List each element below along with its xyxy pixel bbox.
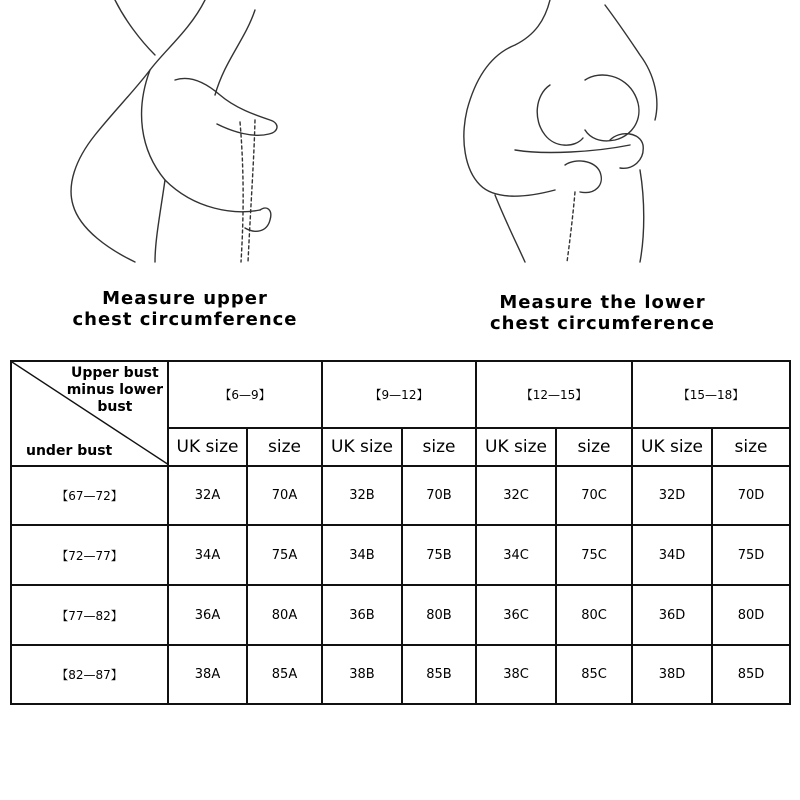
size-cell: 34A bbox=[168, 525, 247, 585]
size-cell: 38B bbox=[322, 645, 402, 704]
range-header: 【15—18】 bbox=[632, 361, 790, 428]
upper-chest-illustration bbox=[55, 0, 295, 270]
corner-top-line: Upper bust bbox=[71, 365, 159, 381]
size-cell: 85B bbox=[402, 645, 476, 704]
lower-chest-illustration bbox=[455, 0, 685, 265]
size-cell: 70A bbox=[247, 466, 322, 525]
size-chart-table bbox=[10, 360, 791, 705]
under-bust-range: 【77—82】 bbox=[11, 585, 168, 645]
range-header: 【12—15】 bbox=[476, 361, 632, 428]
caption-line: Measure upper bbox=[102, 288, 268, 309]
size-cell: 70C bbox=[556, 466, 632, 525]
caption-line: chest circumference bbox=[72, 309, 298, 330]
size-cell: 36A bbox=[168, 585, 247, 645]
size-cell: 32D bbox=[632, 466, 712, 525]
table-row bbox=[11, 585, 790, 645]
size-cell: 36D bbox=[632, 585, 712, 645]
size-cell: 75B bbox=[402, 525, 476, 585]
caption-line: Measure the lower bbox=[499, 292, 706, 313]
corner-top-label bbox=[67, 365, 163, 416]
size-cell: 70B bbox=[402, 466, 476, 525]
size-header: size bbox=[247, 428, 322, 466]
lower-chest-caption bbox=[455, 292, 750, 334]
size-header: size bbox=[712, 428, 790, 466]
uk-size-header: UK size bbox=[632, 428, 712, 466]
size-cell: 70D bbox=[712, 466, 790, 525]
range-header: 【9—12】 bbox=[322, 361, 476, 428]
size-cell: 75A bbox=[247, 525, 322, 585]
size-cell: 36B bbox=[322, 585, 402, 645]
size-cell: 34B bbox=[322, 525, 402, 585]
corner-header bbox=[11, 361, 168, 466]
corner-top-line: minus lower bbox=[66, 382, 163, 398]
size-cell: 38D bbox=[632, 645, 712, 704]
size-cell: 80D bbox=[712, 585, 790, 645]
size-cell: 85D bbox=[712, 645, 790, 704]
table-row bbox=[11, 525, 790, 585]
size-cell: 34D bbox=[632, 525, 712, 585]
size-cell: 32B bbox=[322, 466, 402, 525]
uk-size-header: UK size bbox=[168, 428, 247, 466]
size-cell: 34C bbox=[476, 525, 556, 585]
corner-bottom-label: under bust bbox=[26, 443, 113, 459]
upper-chest-caption bbox=[40, 288, 330, 330]
size-cell: 36C bbox=[476, 585, 556, 645]
under-bust-range: 【67—72】 bbox=[11, 466, 168, 525]
uk-size-header: UK size bbox=[476, 428, 556, 466]
corner-top-line: bust bbox=[97, 399, 133, 415]
size-cell: 75D bbox=[712, 525, 790, 585]
under-bust-range: 【72—77】 bbox=[11, 525, 168, 585]
size-cell: 85C bbox=[556, 645, 632, 704]
size-cell: 80B bbox=[402, 585, 476, 645]
size-header: size bbox=[556, 428, 632, 466]
size-cell: 38A bbox=[168, 645, 247, 704]
size-cell: 32C bbox=[476, 466, 556, 525]
caption-line: chest circumference bbox=[489, 313, 716, 334]
table-row bbox=[11, 466, 790, 525]
size-cell: 80C bbox=[556, 585, 632, 645]
under-bust-range: 【82—87】 bbox=[11, 645, 168, 704]
size-cell: 85A bbox=[247, 645, 322, 704]
size-header: size bbox=[402, 428, 476, 466]
size-cell: 32A bbox=[168, 466, 247, 525]
uk-size-header: UK size bbox=[322, 428, 402, 466]
range-header: 【6—9】 bbox=[168, 361, 322, 428]
table-row bbox=[11, 645, 790, 704]
size-cell: 38C bbox=[476, 645, 556, 704]
size-cell: 80A bbox=[247, 585, 322, 645]
size-cell: 75C bbox=[556, 525, 632, 585]
